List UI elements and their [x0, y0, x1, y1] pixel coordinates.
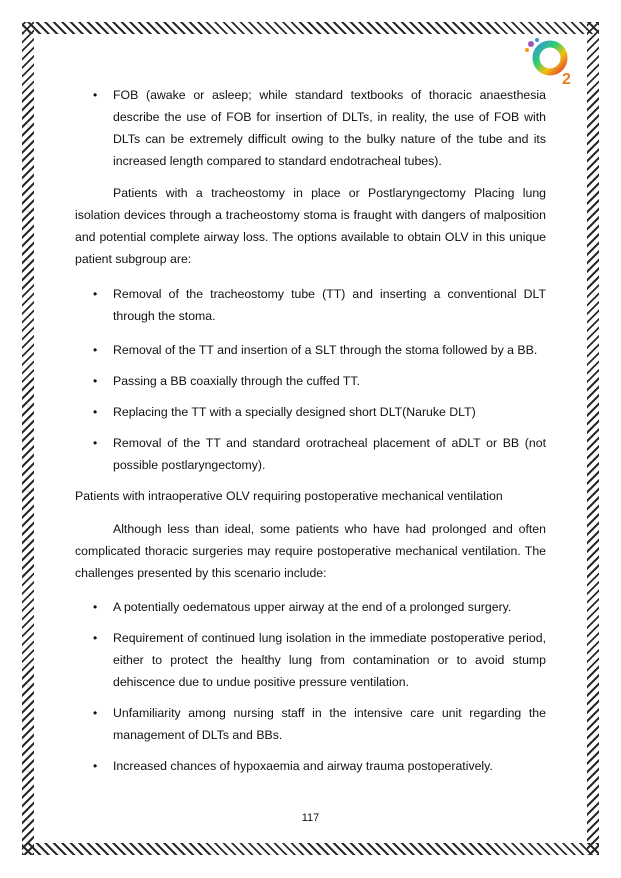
bullet-icon: • [93, 759, 98, 773]
list-item [75, 84, 546, 172]
list-item-text: Removal of the tracheostomy tube (TT) and inserting a conventional DLT through the stoma. [113, 287, 546, 323]
list-item-text: Replacing the TT with a specially designed short DLT(Naruke DLT) [113, 405, 476, 419]
page-content [75, 84, 546, 786]
list-item [75, 627, 546, 693]
list-item-text: Requirement of continued lung isolation in the immediate postoperative period, either to protect the healthy lung from contamination or to avoid stump dehiscence due to undue positive pressure ventilation. [113, 631, 546, 689]
o2-logo [522, 36, 580, 88]
fob-bullet-list [75, 84, 546, 172]
list-item-text: Removal of the TT and insertion of a SLT through the stoma followed by a BB. [113, 343, 538, 357]
page-border-left [22, 22, 34, 855]
bullet-icon: • [93, 374, 98, 388]
bullet-icon: • [93, 88, 98, 102]
challenges-list [75, 596, 546, 777]
tracheostomy-options-list [75, 283, 546, 476]
list-item-text: Passing a BB coaxially through the cuffed TT. [113, 374, 360, 388]
bullet-icon: • [93, 343, 98, 357]
bullet-icon: • [93, 436, 98, 450]
list-item [75, 401, 546, 423]
list-item [75, 596, 546, 618]
bullet-icon: • [93, 706, 98, 720]
bullet-icon: • [93, 600, 98, 614]
logo-subscript: 2 [562, 71, 571, 88]
paragraph-postop: Although less than ideal, some patients who have had prolonged and often complicated thoracic surgeries may require postoperative mechanical ventilation. The challenges presented by this scenario include: [75, 522, 546, 580]
list-item [75, 432, 546, 476]
list-item-text: Unfamiliarity among nursing staff in the intensive care unit regarding the management of DLTs and BBs. [113, 706, 546, 742]
bullet-icon: • [93, 631, 98, 645]
list-item-text: Increased chances of hypoxaemia and airway trauma postoperatively. [113, 759, 493, 773]
page-number: 117 [301, 812, 320, 824]
bullet-icon: • [93, 287, 98, 301]
o2-logo-icon [522, 36, 580, 88]
list-item [75, 283, 546, 327]
page-border-right [587, 22, 599, 855]
page-border-bottom [22, 843, 599, 855]
list-item [75, 370, 546, 392]
list-item-text: A potentially oedematous upper airway at the end of a prolonged surgery. [113, 600, 512, 614]
page-border-top [22, 22, 599, 34]
bullet-icon: • [93, 405, 98, 419]
list-item [75, 702, 546, 746]
paragraph-tracheostomy: Patients with a tracheostomy in place or Postlaryngectomy Placing lung isolation devices through a tracheostomy stoma is fraught with dangers of malposition and potential complete airway loss. The options available to obtain OLV in this unique patient subgroup are: [75, 186, 546, 266]
list-item [75, 755, 546, 777]
list-item [75, 339, 546, 361]
list-item-text: FOB (awake or asleep; while standard textbooks of thoracic anaesthesia describe the use of FOB for insertion of DLTs, in reality, the use of FOB with DLTs can be extremely difficult owing to the bulky nature of the tube and its increased length compared to standard endotracheal tubes). [113, 88, 546, 168]
section-heading: Patients with intraoperative OLV requiring postoperative mechanical ventilation [75, 489, 503, 503]
list-item-text: Removal of the TT and standard orotracheal placement of aDLT or BB (not possible postlaryngectomy). [113, 436, 546, 472]
